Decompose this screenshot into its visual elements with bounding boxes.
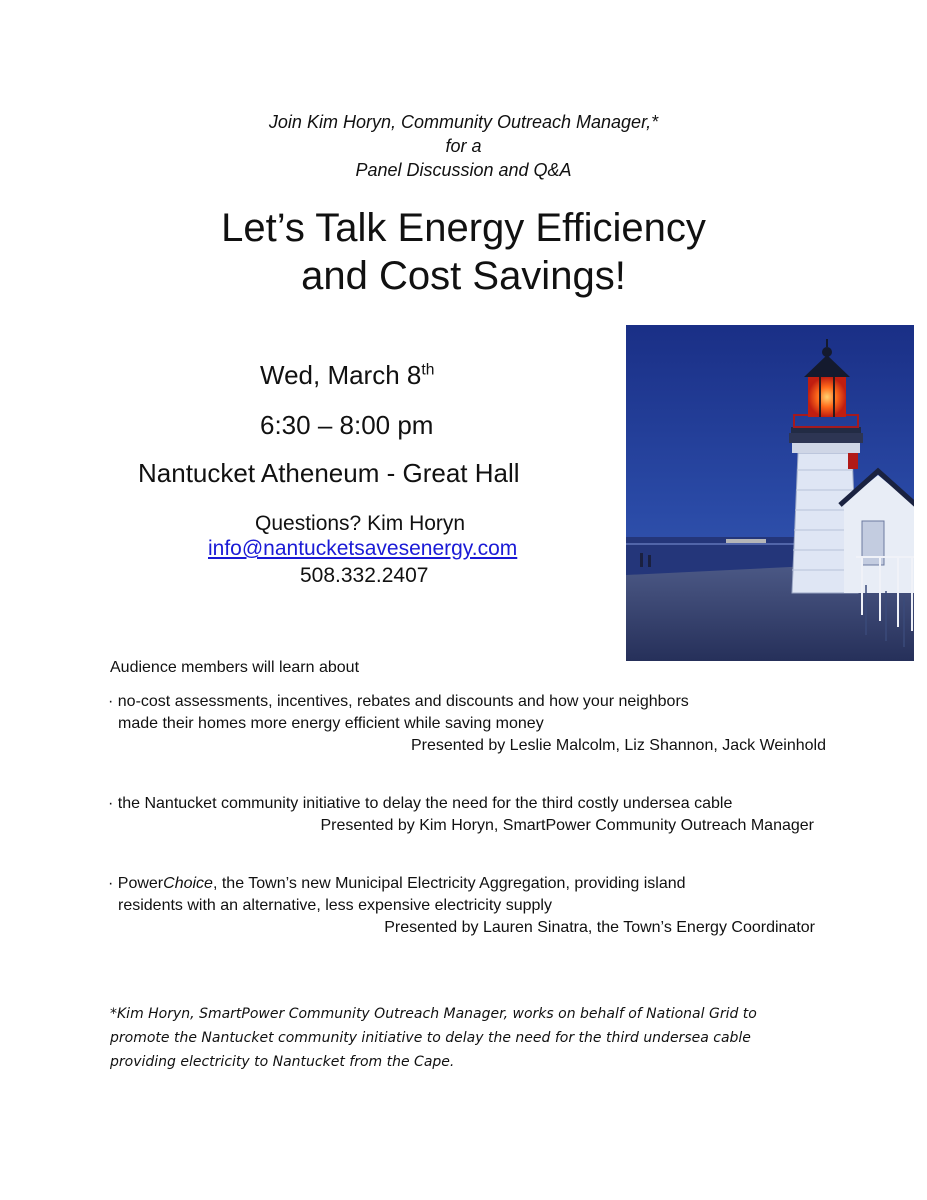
footnote-line-3: providing electricity to Nantucket from the Cape. [110, 1054, 455, 1070]
bullet-1: · [108, 693, 114, 710]
learn-intro: Audience members will learn about [110, 659, 360, 676]
learn-item-1-presenter: Presented by Leslie Malcolm, Liz Shannon, Jack Weinhold [410, 737, 826, 754]
learn-item-1-line-2: made their homes more energy efficient while saving money [118, 715, 544, 732]
learn-item-3-power: Power [117, 875, 164, 892]
event-date [260, 360, 434, 390]
contact-questions: Questions? Kim Horyn [255, 512, 466, 535]
bullet-2: · [108, 795, 114, 812]
intro-line-1: Join Kim Horyn, Community Outreach Manager,* [268, 112, 659, 132]
contact-email-link[interactable]: info@nantucketsavesenergy.com [208, 537, 518, 560]
learn-item-3 [108, 873, 828, 939]
title-line-1: Let’s Talk Energy Efficiency [221, 206, 706, 250]
learn-item-3-presenter: Presented by Lauren Sinatra, the Town’s Energy Coordinator [384, 919, 815, 936]
intro-line-2: for a [445, 136, 482, 156]
learn-item-1-line-1: no-cost assessments, incentives, rebates and discounts and how your neighbors [117, 693, 689, 710]
contact-phone: 508.332.2407 [300, 564, 429, 587]
learn-item-2-presenter: Presented by Kim Horyn, SmartPower Community Outreach Manager [320, 817, 814, 834]
learn-item-2-line-1: the Nantucket community initiative to delay the need for the third costly undersea cable [117, 795, 733, 812]
title-line-2: and Cost Savings! [301, 254, 626, 298]
event-date-suffix: th [421, 361, 435, 379]
learn-item-3-choice: Choice [163, 875, 213, 892]
intro-line-3: Panel Discussion and Q&A [355, 160, 572, 180]
event-date-text: Wed, March 8 [260, 360, 422, 390]
bullet-3: · [108, 875, 114, 892]
learn-item-1 [108, 691, 828, 757]
event-venue: Nantucket Atheneum - Great Hall [138, 458, 520, 488]
footnote-line-2: promote the Nantucket community initiative to delay the need for the third undersea cable [110, 1030, 751, 1046]
learn-item-3-line-2: residents with an alternative, less expensive electricity supply [118, 897, 552, 914]
intro-block [0, 110, 927, 182]
event-time: 6:30 – 8:00 pm [260, 410, 434, 440]
learn-item-2 [108, 793, 828, 837]
lighthouse-photo [626, 325, 914, 661]
footnote [110, 1002, 890, 1074]
learn-item-3-line-1-rest: , the Town’s new Municipal Electricity Aggregation, providing island [212, 875, 686, 892]
footnote-line-1: *Kim Horyn, SmartPower Community Outreach Manager, works on behalf of National Grid to [110, 1006, 757, 1022]
page-title [0, 204, 927, 300]
